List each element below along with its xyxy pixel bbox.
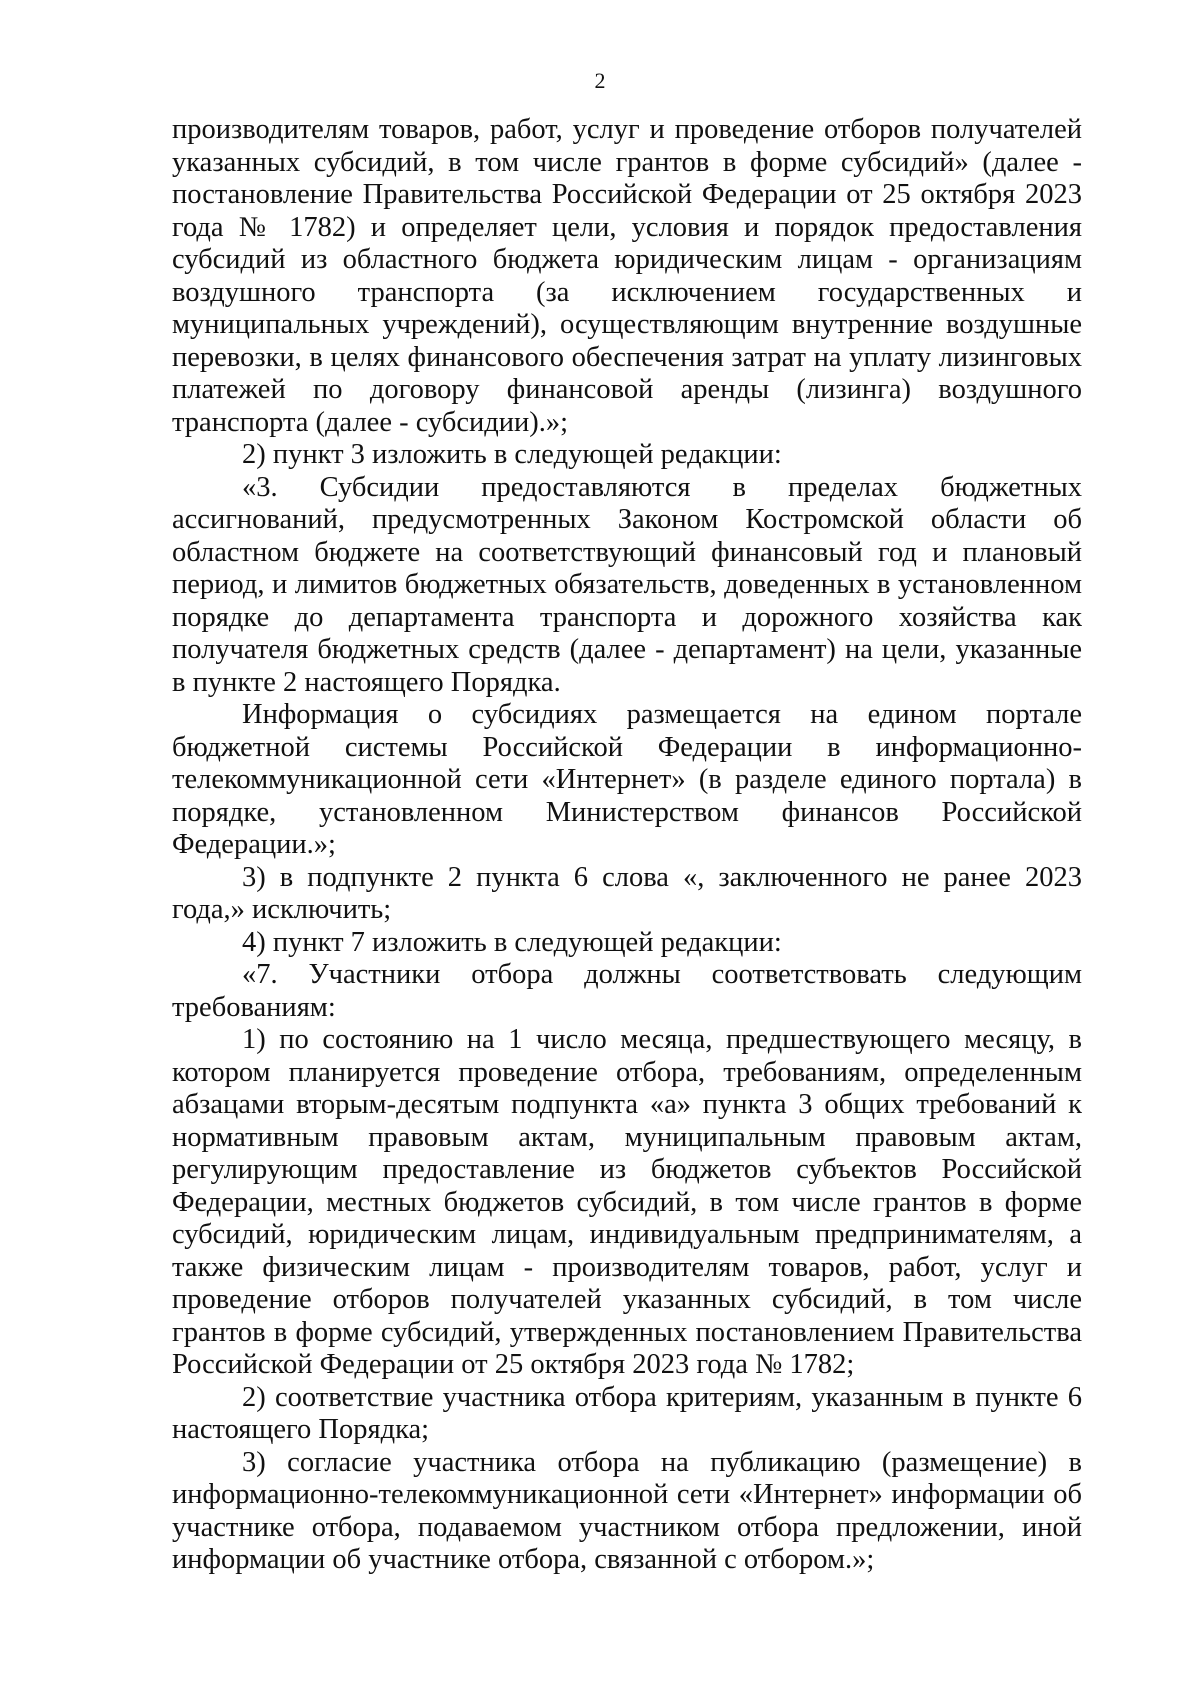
paragraph-continuation: производителям товаров, работ, услуг и проведение отборов получателей указанных субсидий, в том числе грантов в форме субсидий» (далее - постановление Правительства Российской Федерации от 25 октября 2023 года № 1782) и определяет цели, условия и порядок предоставления субсидий из областного бюджета юридическим лицам - организациям воздушного транспорта (за исключением государственных и муниципальных учреждений), осуществляющим внутренние воздушные перевозки, в целях финансового обеспечения затрат на уплату лизинговых платежей по договору финансовой аренды (лизинга) воздушного транспорта (далее - субсидии).»; <box>172 114 1082 438</box>
paragraph-requirement-2: 2) соответствие участника отбора критериям, указанным в пункте 6 настоящего Порядка; <box>172 1381 1082 1445</box>
paragraph-requirement-1: 1) по состоянию на 1 число месяца, предшествующего месяцу, в котором планируется проведение отбора, требованиям, определенным абзацами вторым-десятым подпункта «а» пункта 3 общих требований к нормативным правовым актам, муниципальным правовым актам, регулирующим предоставление из бюджетов субъектов Российской Федерации, местных бюджетов субсидий, в том числе грантов в форме субсидий, юридическим лицам, индивидуальным предпринимателям, а также физическим лицам - производителям товаров, работ, услуг и проведение отборов получателей указанных субсидий, в том числе грантов в форме субсидий, утвержденных постановлением Правительства Российской Федерации от 25 октября 2023 года № 1782; <box>172 1024 1082 1380</box>
page-number: 2 <box>594 68 606 93</box>
paragraph-clause-3: «3. Субсидии предоставляются в пределах бюджетных ассигнований, предусмотренных Законом Костромской области об областном бюджете на соответствующий финансовый год и плановый период, и лимитов бюджетных обязательств, доведенных в установленном порядке до департамента транспорта и дорожного хозяйства как получателя бюджетных средств (далее - департамент) на цели, указанные в пункте 2 настоящего Порядка. <box>172 471 1082 698</box>
document-body <box>172 114 1082 1577</box>
paragraph-item-3: 3) в подпункте 2 пункта 6 слова «, заключенного не ранее 2023 года,» исключить; <box>172 861 1082 925</box>
paragraph-item-4: 4) пункт 7 изложить в следующей редакции: <box>242 926 782 958</box>
paragraph-clause-7: «7. Участники отбора должны соответствовать следующим требованиям: <box>172 959 1082 1023</box>
paragraph-subsidy-info: Информация о субсидиях размещается на едином портале бюджетной системы Российской Федерации в информационно-телекоммуникационной сети «Интернет» (в разделе единого портала) в порядке, установленном Министерством финансов Российской Федерации.»; <box>172 699 1082 860</box>
paragraph-requirement-3: 3) согласие участника отбора на публикацию (размещение) в информационно-телекоммуникационной сети «Интернет» информации об участнике отбора, подаваемом участником отбора предложении, иной информации об участнике отбора, связанной с отбором.»; <box>172 1446 1082 1575</box>
paragraph-item-2: 2) пункт 3 изложить в следующей редакции: <box>242 439 782 470</box>
